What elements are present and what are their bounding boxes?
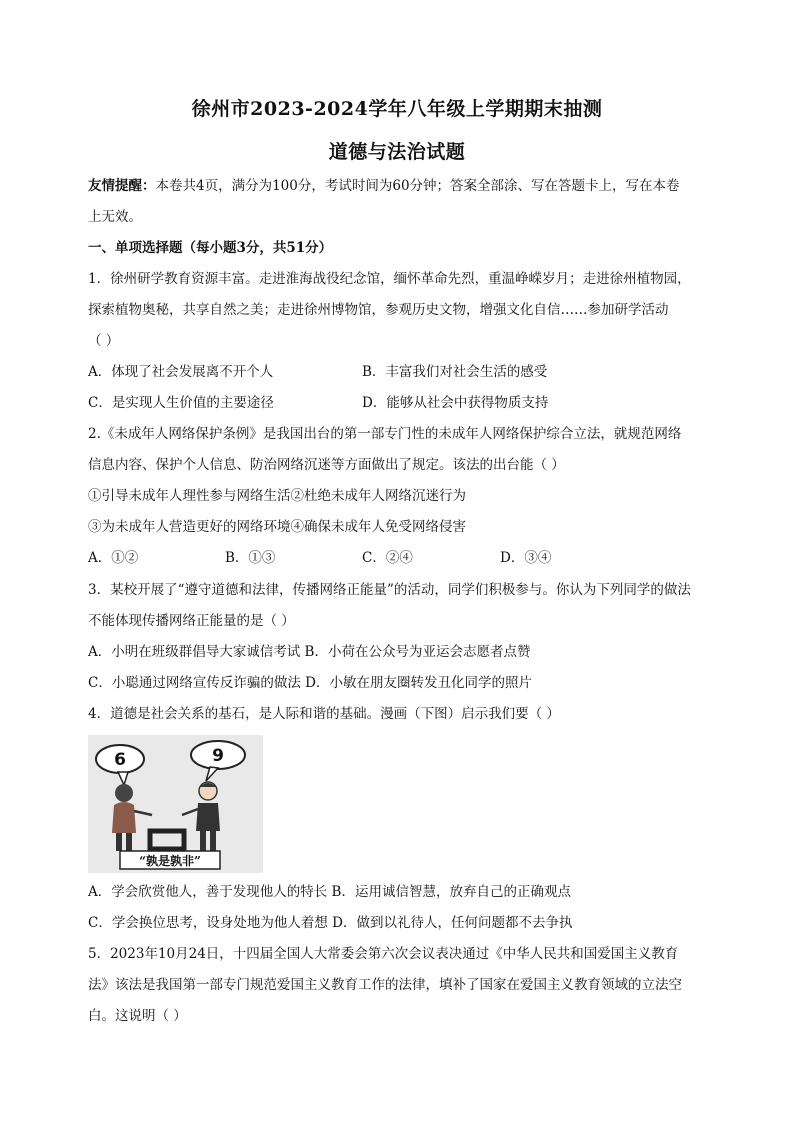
section-heading: 一、单项选择题（每小题3分，共51分） bbox=[88, 240, 333, 256]
q2-option-d: D．③④ bbox=[500, 550, 552, 566]
q5-stem-2: 法》该法是我国第一部专门规范爱国主义教育工作的法律，填补了国家在爱国主义教育领域的立法空 bbox=[88, 977, 682, 993]
cartoon-caption: “孰是孰非” bbox=[139, 854, 201, 868]
q5-stem-3: 白。这说明（ ） bbox=[88, 1008, 187, 1024]
tip-text-1: 本卷共4页，满分为100分，考试时间为60分钟；答案全部涂、写在答题卡上，写在本卷 bbox=[155, 178, 680, 194]
q2-option-a: A．①② bbox=[88, 550, 139, 566]
cartoon-image bbox=[88, 735, 263, 873]
q2-items-3-4: ③为未成年人营造更好的网络环境④确保未成年人免受网络侵害 bbox=[88, 519, 466, 535]
q1-stem-3: （ ） bbox=[88, 333, 120, 349]
q1-option-d: D．能够从社会中获得物质支持 bbox=[362, 395, 549, 411]
tip-label: 友情提醒： bbox=[88, 178, 156, 194]
q4-options-c-d: C．学会换位思考，设身处地为他人着想 D．做到以礼待人，任何问题都不去争执 bbox=[88, 915, 573, 931]
q4-stem-1: 4．道德是社会关系的基石，是人际和谐的基础。漫画（下图）启示我们要（ ） bbox=[88, 706, 560, 722]
q4-options-a-b: A．学会欣赏他人，善于发现他人的特长 B．运用诚信智慧，放弃自己的正确观点 bbox=[88, 884, 571, 900]
exam-title: 徐州市2023-2024学年八年级上学期期末抽测 bbox=[191, 98, 603, 120]
q2-items-1-2: ①引导未成年人理性参与网络生活②杜绝未成年人网络沉迷行为 bbox=[88, 488, 466, 504]
q3-options-c-d: C．小聪通过网络宣传反诈骗的做法 D．小敏在朋友圈转发丑化同学的照片 bbox=[88, 675, 532, 691]
q3-options-a-b: A．小明在班级群倡导大家诚信考试 B．小荷在公众号为亚运会志愿者点赞 bbox=[88, 644, 531, 660]
exam-subtitle: 道德与法治试题 bbox=[328, 141, 466, 163]
q2-option-b: B．①③ bbox=[225, 550, 276, 566]
left-bubble-number: 6 bbox=[114, 750, 126, 770]
right-bubble-number: 9 bbox=[212, 746, 224, 766]
q1-option-b: B．丰富我们对社会生活的感受 bbox=[362, 364, 548, 380]
q2-option-c: C．②④ bbox=[362, 550, 413, 566]
q1-stem-1: 1．徐州研学教育资源丰富。走进淮海战役纪念馆，缅怀革命先烈，重温峥嵘岁月；走进徐州植物园， bbox=[88, 271, 691, 287]
q2-stem-2: 信息内容、保护个人信息、防治网络沉迷等方面做出了规定。该法的出台能（ ） bbox=[88, 457, 565, 473]
q3-stem-1: 3．某校开展了“遵守道德和法律，传播网络正能量”的活动，同学们积极参与。你认为下列同学的做法 bbox=[88, 582, 691, 598]
q1-stem-2: 探索植物奥秘，共享自然之美；走进徐州博物馆，参观历史文物，增强文化自信……参加研学活动 bbox=[88, 302, 669, 318]
q1-option-c: C．是实现人生价值的主要途径 bbox=[88, 395, 274, 411]
q5-stem-1: 5．2023年10月24日，十四届全国人大常委会第六次会议表决通过《中华人民共和国爱国主义教育 bbox=[88, 946, 679, 962]
q1-option-a: A．体现了社会发展离不开个人 bbox=[88, 364, 274, 380]
tip-line-2: 上无效。 bbox=[88, 209, 142, 225]
tip-line-1 bbox=[88, 176, 680, 196]
q2-stem-1: 2.《未成年人网络保护条例》是我国出台的第一部专门性的未成年人网络保护综合立法，就规范网络 bbox=[88, 426, 682, 442]
q3-stem-2: 不能体现传播网络正能量的是（ ） bbox=[88, 613, 295, 629]
